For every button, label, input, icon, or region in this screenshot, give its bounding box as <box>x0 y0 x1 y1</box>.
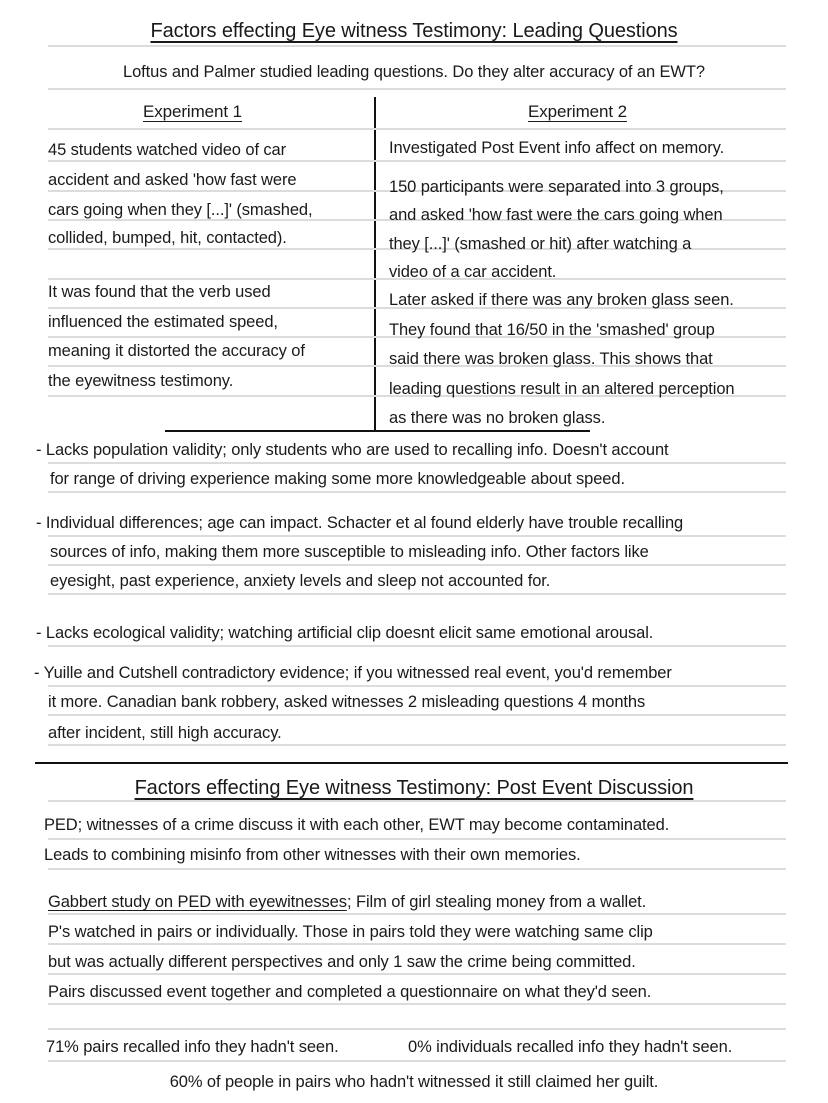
evaluation-point: for range of driving experience making some more knowledgeable about speed. <box>50 470 625 488</box>
experiment-1-heading: Experiment 1 <box>143 102 242 121</box>
study-line: ; Film of girl stealing money from a wallet. <box>347 893 647 911</box>
experiment-2-line: They found that 16/50 in the 'smashed' group <box>389 321 715 339</box>
ruled-line <box>48 943 786 945</box>
section-title: Factors effecting Eye witness Testimony: Leading Questions <box>150 20 678 42</box>
result-individuals: 0% individuals recalled info they hadn't seen. <box>408 1038 733 1056</box>
intro-question: Loftus and Palmer studied leading questions. Do they alter accuracy of an EWT? <box>123 63 705 81</box>
ruled-line <box>48 593 786 595</box>
evaluation-point: it more. Canadian bank robbery, asked witnesses 2 misleading questions 4 months <box>48 693 646 711</box>
ruled-line <box>48 45 786 47</box>
result-pairs: 71% pairs recalled info they hadn't seen. <box>46 1038 339 1056</box>
ruled-line <box>48 800 786 802</box>
conclusion: 60% of people in pairs who hadn't witnessed it still claimed her guilt. <box>169 1073 659 1091</box>
study-line: but was actually different perspectives and only 1 saw the crime being committed. <box>48 953 636 971</box>
ruled-line <box>48 128 786 130</box>
experiment-1-line: accident and asked 'how fast were <box>48 171 297 189</box>
evaluation-point: - Individual differences; age can impact. Schacter et al found elderly have trouble recalling <box>36 514 684 532</box>
ruled-line <box>48 645 786 647</box>
ped-line: PED; witnesses of a crime discuss it with each other, EWT may become contaminated. <box>44 816 670 834</box>
experiment-2-heading: Experiment 2 <box>528 102 627 121</box>
column-divider <box>374 97 376 430</box>
ruled-line <box>48 868 786 870</box>
experiment-2-line: leading questions result in an altered perception <box>389 380 735 398</box>
experiment-1-line: It was found that the verb used <box>48 283 271 301</box>
experiment-1-line: influenced the estimated speed, <box>48 313 278 331</box>
experiment-1-line: cars going when they [...]' (smashed, <box>48 201 313 219</box>
ruled-line <box>48 491 786 493</box>
ruled-line <box>48 535 786 537</box>
experiment-2-line: Later asked if there was any broken glass seen. <box>389 291 734 309</box>
ruled-line <box>48 462 786 464</box>
ruled-line <box>48 913 786 915</box>
evaluation-point: - Lacks ecological validity; watching artificial clip doesnt elicit same emotional arousal. <box>36 624 654 642</box>
evaluation-point: eyesight, past experience, anxiety levels and sleep not accounted for. <box>50 572 551 590</box>
experiment-2-line: said there was broken glass. This shows that <box>389 350 713 368</box>
gabbert-study-label: Gabbert study on PED with eyewitnesses <box>48 893 347 911</box>
table-bottom-line <box>165 430 590 432</box>
evaluation-point: sources of info, making them more susceptible to misleading info. Other factors like <box>50 543 649 561</box>
ruled-line <box>48 973 786 975</box>
evaluation-point: - Lacks population validity; only students who are used to recalling info. Doesn't account <box>36 441 669 459</box>
experiment-2-line: Investigated Post Event info affect on memory. <box>389 139 725 157</box>
section-divider <box>35 762 788 764</box>
ruled-line <box>48 88 786 90</box>
ruled-line <box>48 1028 786 1030</box>
experiment-2-line: 150 participants were separated into 3 groups, <box>389 178 724 196</box>
experiment-1-line: the eyewitness testimony. <box>48 372 234 390</box>
experiment-1-line: meaning it distorted the accuracy of <box>48 342 305 360</box>
ruled-line <box>48 160 786 162</box>
study-line: P's watched in pairs or individually. Those in pairs told they were watching same clip <box>48 923 653 941</box>
experiment-2-line: as there was no broken glass. <box>389 409 606 427</box>
ruled-line <box>48 1003 786 1005</box>
experiment-1-line: collided, bumped, hit, contacted). <box>48 229 287 247</box>
experiment-2-line: and asked 'how fast were the cars going when <box>389 206 723 224</box>
experiment-2-line: they [...]' (smashed or hit) after watching a <box>389 235 692 253</box>
evaluation-point: - Yuille and Cutshell contradictory evidence; if you witnessed real event, you'd remember <box>34 664 672 682</box>
experiment-2-line: video of a car accident. <box>389 263 557 281</box>
section-2-title: Factors effecting Eye witness Testimony: Post Event Discussion <box>134 777 694 799</box>
ruled-line <box>48 1060 786 1062</box>
ruled-line <box>48 744 786 746</box>
ruled-line <box>48 838 786 840</box>
ruled-line <box>48 685 786 687</box>
evaluation-point: after incident, still high accuracy. <box>48 724 282 742</box>
ruled-line <box>48 714 786 716</box>
ruled-line <box>48 564 786 566</box>
study-line: Pairs discussed event together and completed a questionnaire on what they'd seen. <box>48 983 652 1001</box>
experiment-1-line: 45 students watched video of car <box>48 141 287 159</box>
ped-line: Leads to combining misinfo from other witnesses with their own memories. <box>44 846 581 864</box>
